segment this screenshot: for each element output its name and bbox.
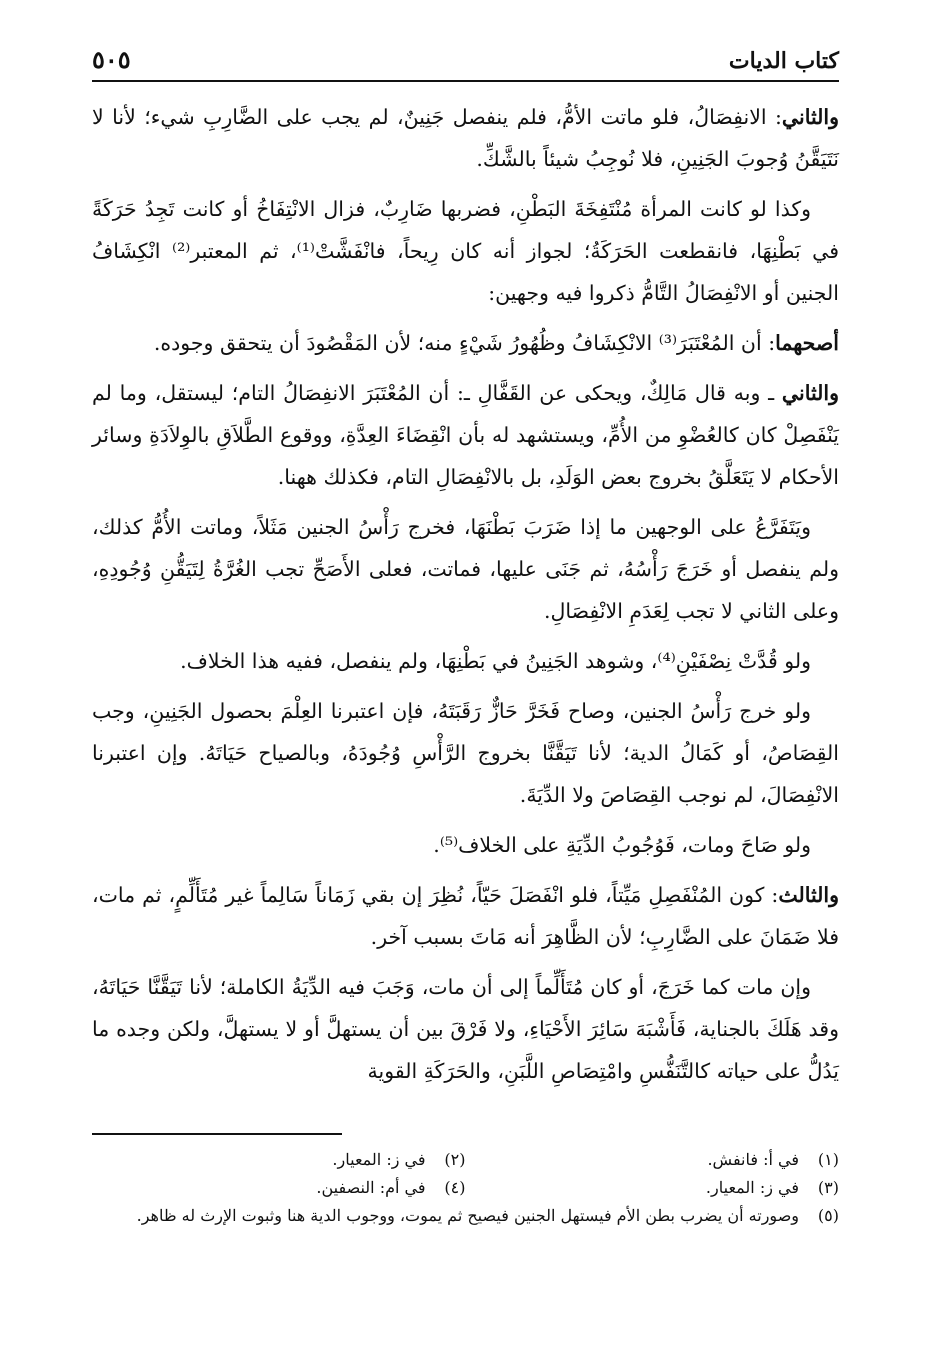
paragraph-lead: والثاني [781, 105, 839, 129]
paragraph [92, 372, 839, 498]
footnote-number: (٥) [817, 1206, 839, 1225]
paragraph-text: : الانفِصَالُ، فلو ماتت الأمُّ، فلم ينفصل جَنِينٌ، لم يجب على الضَّارِبِ شيء؛ لأنا لا نَتَيَقَّنُ وُجوبَ الجَنِينِ، فلا نُوجِبُ شيئاً بالشَّكِّ. [92, 105, 839, 171]
footnote-number: (١) [817, 1150, 839, 1169]
page-header [92, 30, 839, 82]
paragraph [92, 96, 839, 180]
paragraph [92, 188, 839, 314]
paragraph-text: ـ وبه قال مَالِكٌ، ويحكى عن القَفَّالِ ـ: أن المُعْتَبَرَ الانفِصَالُ التام؛ ليستقل، وما لم يَنْفَصِلْ كان كالعُضْوِ من الأُمِّ، ويستشهد له بأن انْقِضَاءَ العِدَّةِ، ووقوع الطَّلاَقِ بالوِلاَدَةِ وسائر الأحكام لا يَتَعَلَّقُ بخروج بعض الوَلَدِ، بل بالانْفِصَالِ التام، فكذلك ههنا. [92, 381, 839, 489]
footnote [92, 1174, 466, 1202]
paragraph-lead: والثاني [781, 381, 839, 405]
page-number: ٥٠٥ [92, 45, 131, 74]
paragraph [92, 322, 839, 364]
footnotes [92, 1146, 839, 1230]
paragraph-lead: أصحهما [775, 331, 839, 355]
footnote-separator [92, 1133, 342, 1135]
paragraph [92, 640, 839, 682]
paragraph-text: ويَتَفَرَّعُ على الوجهين ما إذا ضَرَبَ بَطْنَهَا، فخرج رَأْسُ الجنين مَثَلاً، وماتت الأُمُّ كذلك، ولم ينفصل أو خَرَجَ رَأْسُهُ، ثم جَنَى عليها، فماتت، فعلى الأَصَحِّ تجب الغُرَّةُ لِتَيَقُّنِ وُجُودِهِ، وعلى الثاني لا تجب لِعَدَمِ الانْفِصَالِ. [92, 515, 839, 623]
paragraph-text: ولو خرج رَأْسُ الجنين، وصاح فَخَرَّ حَازٌّ رَقَبَتَهُ، فإن اعتبرنا العِلْمَ بحصول الجَنِينِ، وجب القِصَاصُ، أو كَمَالُ الدية؛ لأنا تَيَقَّنَّا بخروج الرَّأْسِ وُجُودَهُ، وبالصياح حَيَاتَهُ. وإن اعتبرنا الانْفِصَالَ، لم نوجب القِصَاصَ ولا الدِّيَةَ. [92, 699, 839, 807]
paragraph [92, 874, 839, 958]
footnote [466, 1174, 840, 1202]
footnote-number: (٣) [817, 1178, 839, 1197]
book-title: كتاب الديات [728, 48, 839, 74]
footnote-text: في أ: فانفش. [707, 1150, 799, 1169]
paragraph [92, 506, 839, 632]
footnote-text: في ز: المعيار. [705, 1178, 799, 1197]
paragraph-text: ولو قُدَّتْ نِصْفَيْنِ⁽⁴⁾، وشوهد الجَنِينُ في بَطْنِهَا، ولم ينفصل، ففيه هذا الخلاف. [180, 649, 811, 673]
paragraph-text: : أن المُعْتَبَرَ⁽³⁾ الانْكِشَافُ وظُهُورُ شَيْءٍ منه؛ لأن المَقْصُودَ أن يتحقق وجوده. [153, 331, 776, 355]
paragraph [92, 690, 839, 816]
paragraph-text: وإن مات كما خَرَجَ، أو كان مُتَأَلِّماً إلى أن مات، وَجَبَ فيه الدِّيَةُ الكاملة؛ لأنا تَيَقَّنَّا حَيَاتَهُ، وقد هَلَكَ بالجناية، فَأَشْبَهَ سَائِرَ الأَحْيَاءِ، ولا فَرْقَ بين أن يستهلَّ أو لا يستهلَّ، ولكن وجده ما يَدُلُّ على حياته كالتَّنَفُّسِ وامْتِصَاصِ اللَّبَنِ، والحَرَكَةِ القوية [92, 975, 839, 1083]
paragraph-lead: والثالث [778, 883, 839, 907]
paragraph [92, 966, 839, 1092]
footnote-number: (٤) [444, 1178, 466, 1197]
footnote [92, 1146, 466, 1174]
footnote-row [92, 1146, 839, 1174]
footnote-row [92, 1174, 839, 1202]
paragraph [92, 824, 839, 866]
main-text [92, 96, 839, 1100]
footnote-text: وصورته أن يضرب بطن الأم فيستهل الجنين فيصيح ثم يموت، ووجوب الدية هنا وثبوت الإرث له ظاهر. [136, 1206, 799, 1225]
paragraph-text: وكذا لو كانت المرأة مُنْتَفِخَةَ البَطْنِ، فضربها ضَارِبٌ، فزال الانْتِفَاخُ أو كانت تَجِدُ حَرَكَةً في بَطْنِهَا، فانقطعت الحَرَكَةُ؛ لجواز أنه كان رِيحاً، فانْفَشَّتْ⁽¹⁾، ثم المعتبر⁽²⁾ انْكِشَافُ الجنين أو الانْفِصَالُ التَّامُّ ذكروا فيه وجهين: [92, 197, 840, 305]
footnote-text: في ز: المعيار. [332, 1150, 426, 1169]
paragraph-text: : كون المُنْفَصِلِ مَيِّتاً، فلو انْفَصَلَ حَيّاً، نُظِرَ إن بقي زَمَاناً سَالِماً غير مُتَأَلِّمٍ، ثم مات، فلا ضَمَانَ على الضَّارِبِ؛ لأن الظَّاهِرَ أنه مَاتَ بسبب آخر. [92, 883, 839, 949]
paragraph-text: ولو صَاحَ ومات، فَوُجُوبُ الدِّيَةِ على الخلاف⁽⁵⁾. [433, 833, 811, 857]
footnote [466, 1146, 840, 1174]
footnote-number: (٢) [444, 1150, 466, 1169]
footnote-text: في أم: النصفين. [316, 1178, 426, 1197]
footnote [92, 1202, 839, 1230]
